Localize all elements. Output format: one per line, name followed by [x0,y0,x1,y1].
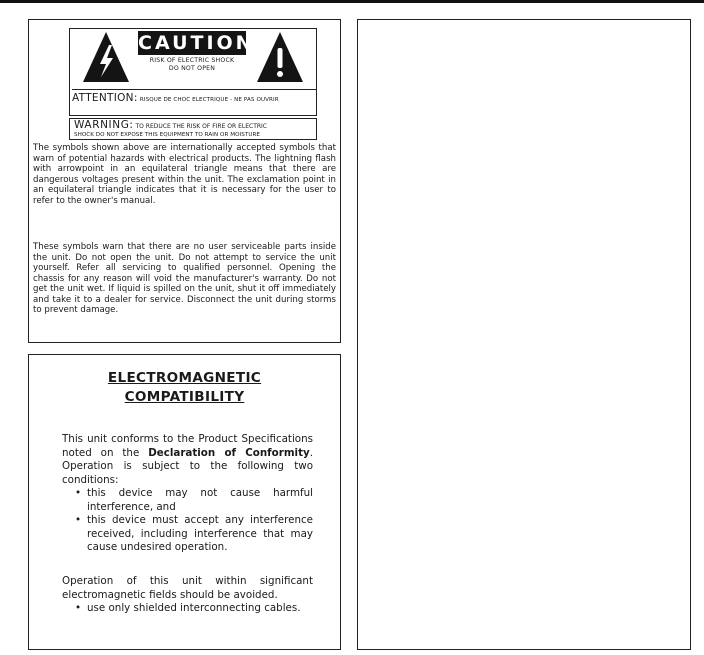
conformity-paragraph [62,433,313,487]
conditions-list [62,487,313,555]
caution-heading: CAUTION [138,32,255,54]
condition-1: this device may not cause harmful interference, and [87,487,313,513]
emc-title [29,369,340,407]
bullet: • [75,514,82,526]
list-item [62,514,313,555]
advice-list [62,602,313,616]
fields-paragraph: Operation of this unit within significant electromagnetic fields should be avoided. [62,575,313,601]
conformity-text-after: . Operation is subject to the following two conditions: [62,446,313,486]
warning-line1 [74,120,312,132]
blank-panel [357,19,691,650]
warning-word: WARNING: [74,119,134,131]
declaration-of-conformity: Declaration of Conformity [148,446,310,459]
caution-sub-line1: RISK OF ELECTRIC SHOCK [149,57,235,64]
emc-title-line1: ELECTROMAGNETIC [107,370,262,386]
attention-text: RISQUE DE CHOC ELECTRIQUE - NE PAS OUVRIR [139,97,279,103]
caution-label [69,28,317,116]
warning-text1: TO REDUCE THE RISK OF FIRE OR ELECTRIC [135,123,267,130]
attention-line [72,89,316,106]
lightning-warning-icon [82,31,130,83]
list-item [62,487,313,514]
bullet: • [75,487,82,499]
emc-panel [28,354,341,650]
warning-text2: SHOCK DO NOT EXPOSE THIS EQUIPMENT TO RAIN OR MOISTURE [74,132,261,138]
top-rule [0,0,704,3]
conformity-text-before: This unit conforms to the Product Specifications noted on the [62,433,313,459]
exclamation-warning-icon [256,31,304,83]
emc-title-line2: COMPATIBILITY [124,389,245,405]
service-paragraph: These symbols warn that there are no user serviceable parts inside the unit. Do not open the unit. Do not attempt to service the unit yourself. Refer all servicing to qualified personnel. Opening the chassis for any reason will void the manufacturer's warranty. Do not get the unit wet. If liquid is spilled on the unit, shut it off immediately and take it to a dealer for service. Disconnect the unit during storms to prevent damage. [33,242,336,315]
symbols-paragraph: The symbols shown above are internationally accepted symbols that warn of potential hazards with electrical products. The lightning flash with arrowpoint in an equilateral triangle means that there are dangerous voltages present within the unit. The exclamation point in an equilateral triangle indicates that it is necessary for the user to refer to the owner's manual. [33,143,336,206]
list-item [62,602,313,616]
caution-box [138,31,255,83]
bullet: • [75,602,82,614]
caution-sub-line2: DO NOT OPEN [168,65,216,72]
safety-panel [28,19,341,343]
caution-subtext [138,57,246,73]
advice-1: use only shielded interconnecting cables. [87,602,301,614]
condition-2: this device must accept any interference received, including interference that may cause undesired operation. [87,514,313,553]
attention-word: ATTENTION: [72,92,138,104]
warning-label [69,118,317,140]
